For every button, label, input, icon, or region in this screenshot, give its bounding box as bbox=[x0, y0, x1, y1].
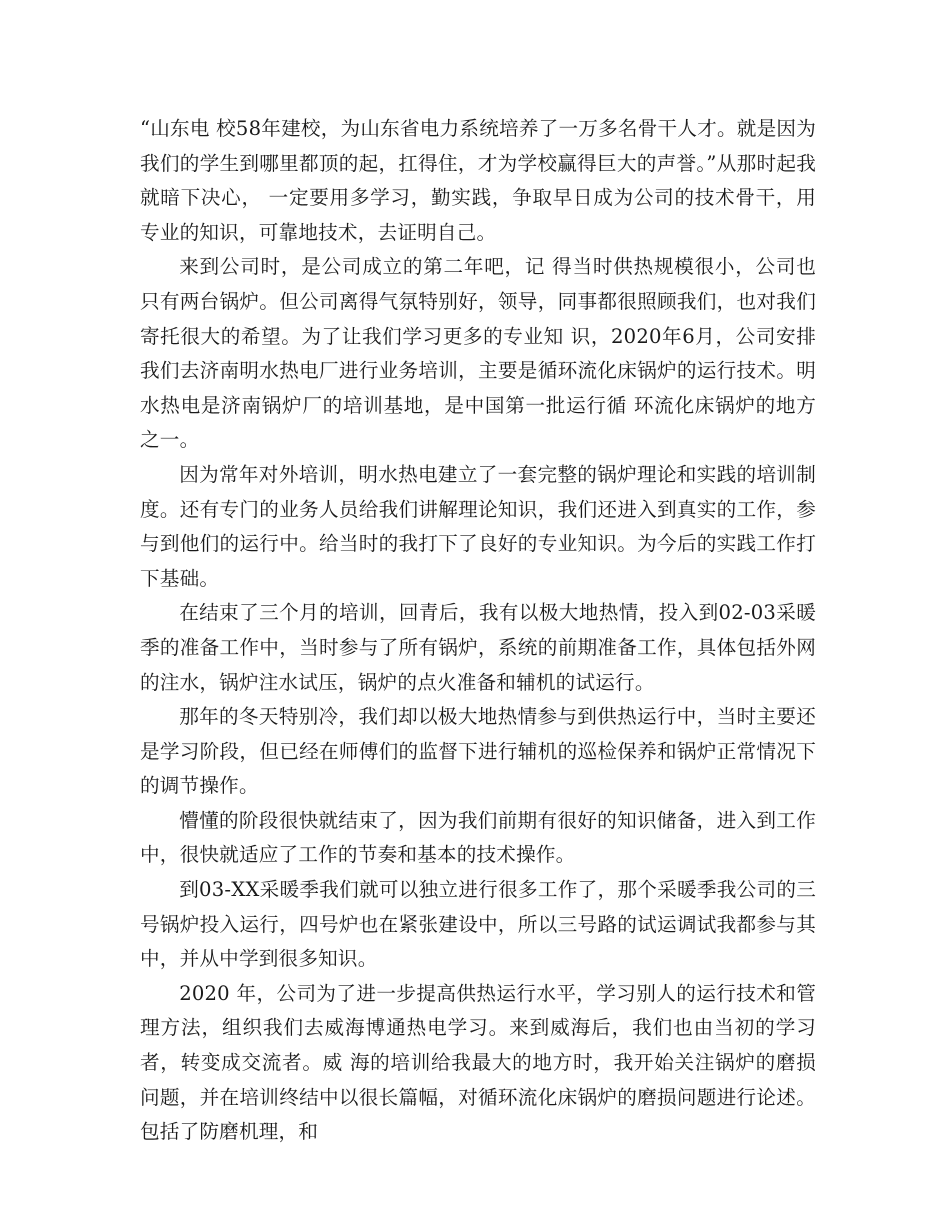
paragraph-4: 在结束了三个月的培训，回青后，我有以极大地热情，投入到02-03采暖季的准备工作中，当时参与了所有锅炉，系统的前期准备工作，具体包括外网的注水，锅炉注水试压，锅炉的点火准备和辅机的试运行。 bbox=[140, 601, 816, 694]
paragraph-8: 2020 年，公司为了进一步提高供热运行水平，学习别人的运行技术和管理方法，组织我们去威海博通热电学习。来到威海后，我们也由当初的学习者，转变成交流者。威 海的培训给我最大的地方时，我开始关注锅炉的磨损问题，并在培训终结中以很长篇幅，对循环流化床锅炉的磨损问题进行论述。包括了防磨机理，和 bbox=[140, 981, 816, 1144]
paragraph-2: 来到公司时，是公司成立的第二年吧，记 得当时供热规模很小，公司也只有两台锅炉。但公司离得气氛特别好，领导，同事都很照顾我们，也对我们寄托很大的希望。为了让我们学习更多的专业知 识，2020年6月，公司安排我们去济南明水热电厂进行业务培训，主要是循环流化床锅炉的运行技术。明水热电是济南锅炉厂的培训基地，是中国第一批运行循 环流化床锅炉的地方之一。 bbox=[140, 255, 816, 452]
paragraph-6: 懵懂的阶段很快就结束了，因为我们前期有很好的知识储备，进入到工作中，很快就适应了工作的节奏和基本的技术操作。 bbox=[140, 808, 816, 867]
paragraph-1: “山东电 校58年建校，为山东省电力系统培养了一万多名骨干人才。就是因为我们的学生到哪里都顶的起，扛得住，才为学校赢得巨大的声誉。”从那时起我就暗下决心， 一定要用多学习，勤实践，争取早日成为公司的技术骨干，用专业的知识，可靠地技术，去证明自己。 bbox=[140, 117, 816, 244]
paragraph-5: 那年的冬天特别冷，我们却以极大地热情参与到供热运行中，当时主要还是学习阶段，但已经在师傅们的监督下进行辅机的巡检保养和锅炉正常情况下的调节操作。 bbox=[140, 705, 816, 798]
paragraph-3: 因为常年对外培训，明水热电建立了一套完整的锅炉理论和实践的培训制度。还有专门的业务人员给我们讲解理论知识，我们还进入到真实的工作，参与到他们的运行中。给当时的我打下了良好的专业知识。为今后的实践工作打下基础。 bbox=[140, 462, 816, 590]
paragraph-7: 到03-XX采暖季我们就可以独立进行很多工作了，那个采暖季我公司的三号锅炉投入运行，四号炉也在紧张建设中，所以三号路的试运调试我都参与其中，并从中学到很多知识。 bbox=[140, 878, 816, 971]
document-body bbox=[140, 112, 816, 1150]
